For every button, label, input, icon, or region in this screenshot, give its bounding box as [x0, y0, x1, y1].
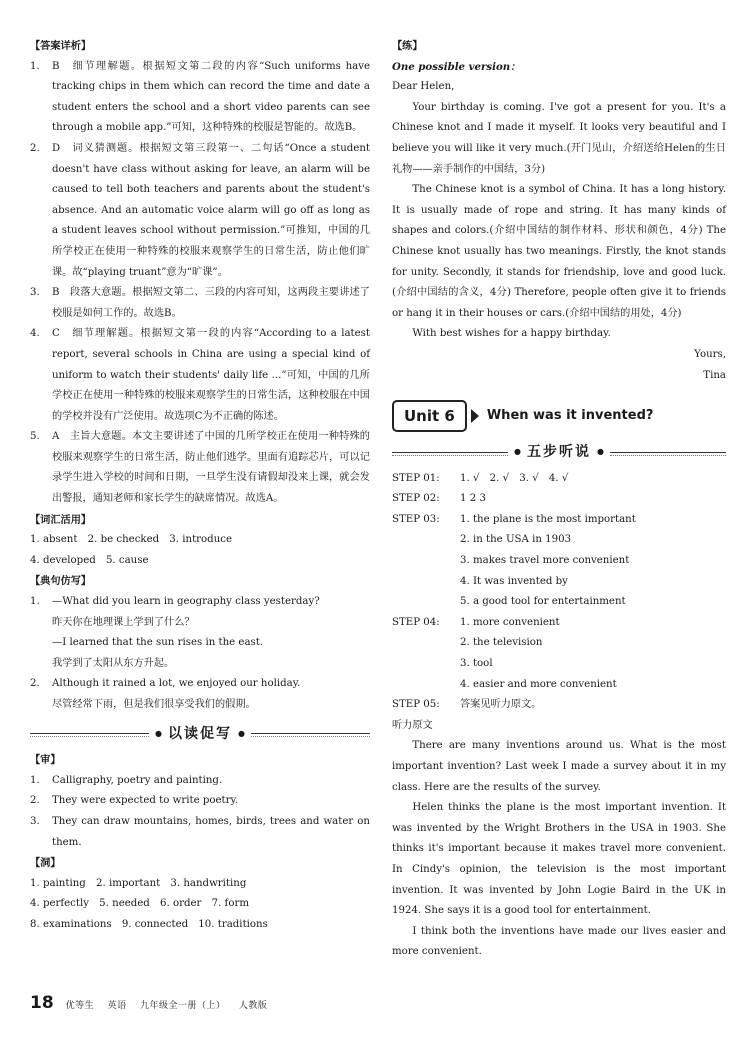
step-text: 答案见听力原文。 — [460, 699, 542, 711]
sentence-line: —I learned that the sun rises in the east. — [52, 637, 264, 649]
step-item: 5. a good tool for entertainment — [460, 596, 626, 608]
banner-rule — [251, 733, 370, 734]
banner-title: 以读促写 — [168, 725, 232, 742]
banner-title: 五步听说 — [527, 444, 591, 461]
dong-line: 1. painting 2. important 3. handwriting — [30, 877, 247, 889]
step-row — [392, 695, 726, 716]
dong-line: 8. examinations 9. connected 10. traditions — [30, 918, 268, 930]
sentence-line: 尽管经常下雨，但是我们很享受我们的假期。 — [52, 699, 256, 710]
left-column — [30, 36, 370, 936]
step-row — [392, 510, 726, 531]
script-paragraph: Helen thinks the plane is the most important invention. It was invented by the Wright Brothers in the USA in 1903. She thinks it's important because it makes travel more convenient. In Cindy's opinion, the television is the most important invention. It was invented by John Logie Baird in the UK in 1924. She says it is a good tool for entertainment. — [392, 802, 726, 917]
answer-item — [30, 427, 370, 509]
letter-paragraph: Your birthday is coming. I've got a present for you. It's a Chinese knot and I made it myself. It looks very beautiful and I believe you will like it very much.(开门见山，介绍送给Helen的生日礼物——亲手制作的中国结，3分) — [392, 101, 726, 175]
vocab-heading: 【词汇活用】 — [30, 513, 92, 526]
footer-edition: 人教版 — [238, 1001, 268, 1011]
footer-grade: 九年级全一册（上） — [139, 1001, 226, 1011]
step-label: STEP 03: — [392, 513, 440, 525]
arrow-right-icon — [471, 409, 479, 423]
answer-number: 4. — [30, 328, 40, 340]
step-item: 2. in the USA in 1903 — [460, 534, 572, 546]
footer-subject: 英语 — [107, 1001, 127, 1011]
step-row — [392, 469, 726, 490]
step-text: 1 2 3 — [460, 493, 486, 505]
shen-text: Calligraphy, poetry and painting. — [52, 774, 223, 786]
script-paragraph: There are many inventions around us. What is the most important invention? Last week I made a survey about it in my class. Here are the results of the survey. — [392, 740, 726, 793]
sentence-line: 昨天你在地理课上学到了什么？ — [52, 616, 195, 628]
unit-label: Unit 6 — [392, 400, 467, 432]
script-paragraph: I think both the inventions have made our lives easier and more convenient. — [392, 925, 726, 958]
step-item: 4. easier and more convenient — [460, 678, 617, 690]
answer-text: B 细节理解题。根据短文第二段的内容“Such uniforms have tracking chips in them which can record the time and date a student enters the school and a short video parents can see through a mobile app.”可知，这种特殊的校服是智能的。故选B。 — [52, 60, 370, 134]
answer-item — [30, 139, 370, 283]
step-text: 1. √ 2. √ 3. √ 4. √ — [460, 472, 569, 484]
step-item: 4. It was invented by — [460, 575, 568, 587]
letter-greeting: Dear Helen, — [392, 81, 455, 93]
banner-dot-icon: ● — [155, 728, 162, 738]
banner-dot-icon: ● — [238, 728, 245, 738]
banner-rule — [392, 452, 508, 453]
step-label: STEP 01: — [392, 472, 440, 484]
letter-closing: Yours, — [694, 348, 726, 360]
banner-dot-icon: ● — [514, 447, 521, 457]
shen-number: 2. — [30, 795, 40, 807]
footer-brand: 优等生 — [65, 1001, 95, 1011]
page-footer — [30, 993, 277, 1017]
step-row — [392, 489, 726, 510]
answer-item — [30, 283, 370, 324]
answer-number: 1. — [30, 60, 40, 72]
dong-line: 4. perfectly 5. needed 6. order 7. form — [30, 898, 249, 910]
step-item: 1. more convenient — [460, 616, 560, 628]
sentence-heading: 【典句仿写】 — [30, 575, 92, 588]
letter-paragraph: The Chinese knot is a symbol of China. It has a long history. It is usually made of rope and string. It has many kinds of shapes and colors.(介绍中国结的制作材料、形状和颜色，4分) The Chinese knot usually has two meanings. Firstly, the knot stands for unity. Secondly, it stands for friendship, love and good luck.(介绍中国结的含义，4分) Therefore, people often give it to friends or hang it in their houses or cars.(介绍中国结的用处，4分) — [392, 184, 726, 319]
answer-number: 2. — [30, 142, 40, 154]
shen-number: 3. — [30, 815, 40, 827]
sentence-line: Although it rained a lot, we enjoyed our holiday. — [52, 678, 301, 690]
dong-heading: 【洞】 — [30, 857, 61, 870]
unit-header — [392, 400, 726, 432]
footer-info — [66, 996, 278, 1017]
answer-text: C 细节理解题。根据短文第一段的内容“According to a latest report, several schools in China are using a special kind of uniform to watch their students' daily life ...”可知，中国的几所学校正在使用一种特殊的校服来观察学生的日常生活，这种校服在中国的学校并没有广泛使用。故选项C为不正确的陈述。 — [52, 328, 370, 422]
step-item: 1. the plane is the most important — [460, 513, 636, 525]
sentence-item — [30, 592, 370, 674]
answer-heading: 【答案详析】 — [30, 40, 92, 52]
banner-rule — [30, 733, 149, 734]
answer-text: A 主旨大意题。本文主要讲述了中国的几所学校正在使用一种特殊的校服来观察学生的日常生活，防止他们逃学。里面有追踪芯片，可以记录学生进入学校的时间和日期，一旦学生没有请假却没来上课，就会发出警报，通知老师和家长学生的缺席情况。故选A。 — [52, 431, 370, 505]
script-heading: 听力原文 — [392, 719, 433, 731]
banner-dot-icon: ● — [597, 447, 604, 457]
step-row — [392, 613, 726, 634]
page-number: 18 — [30, 993, 54, 1013]
banner-rule — [610, 452, 726, 453]
step-label: STEP 05: — [392, 699, 440, 711]
answer-number: 3. — [30, 287, 40, 299]
answer-text: D 词义猜测题。根据短文第三段第一、二句话“Once a student doesn't have class without asking for leave, an alarm will be caused to tell both teachers and parents about the student's absence. And an automatic voice alarm will go off as long as a student leaves school without permission.”可推知，中国的几所学校正在使用一种特殊的校服来观察学生的日常生活，防止他们旷课。故“playing truant”意为“旷课”。 — [52, 142, 370, 278]
shen-text: They can draw mountains, homes, birds, trees and water on them. — [52, 815, 370, 848]
answer-number: 5. — [30, 431, 40, 443]
shen-item — [30, 812, 370, 853]
version-label: One possible version： — [392, 60, 521, 73]
shen-text: They were expected to write poetry. — [52, 795, 239, 807]
shen-heading: 【审】 — [30, 754, 61, 767]
step-label: STEP 02: — [392, 493, 440, 505]
step-item: 2. the television — [460, 637, 543, 649]
listening-banner — [392, 442, 726, 463]
answer-text: B 段落大意题。根据短文第二、三段的内容可知，这两段主要讲述了校服是如何工作的。故选B。 — [52, 287, 370, 319]
letter-paragraph: With best wishes for a happy birthday. — [412, 328, 611, 340]
sentence-item — [30, 674, 370, 715]
answer-item — [30, 57, 370, 139]
right-column — [392, 36, 726, 963]
step-label: STEP 04: — [392, 616, 440, 628]
vocab-line: 1. absent 2. be checked 3. introduce — [30, 534, 233, 546]
answer-item — [30, 324, 370, 427]
lian-heading: 【练】 — [392, 40, 423, 52]
reading-writing-banner — [30, 724, 370, 745]
sentence-line: —What did you learn in geography class yesterday? — [52, 596, 320, 608]
step-item: 3. makes travel more convenient — [460, 555, 630, 567]
shen-number: 1. — [30, 774, 40, 786]
sentence-number: 1. — [30, 596, 40, 608]
shen-item — [30, 771, 370, 792]
unit-title: When was it invented? — [486, 407, 654, 423]
sentence-line: 我学到了太阳从东方升起。 — [52, 657, 175, 669]
vocab-line: 4. developed 5. cause — [30, 554, 149, 566]
sentence-number: 2. — [30, 678, 40, 690]
step-item: 3. tool — [460, 658, 493, 670]
letter-signature: Tina — [703, 369, 726, 381]
shen-item — [30, 791, 370, 812]
